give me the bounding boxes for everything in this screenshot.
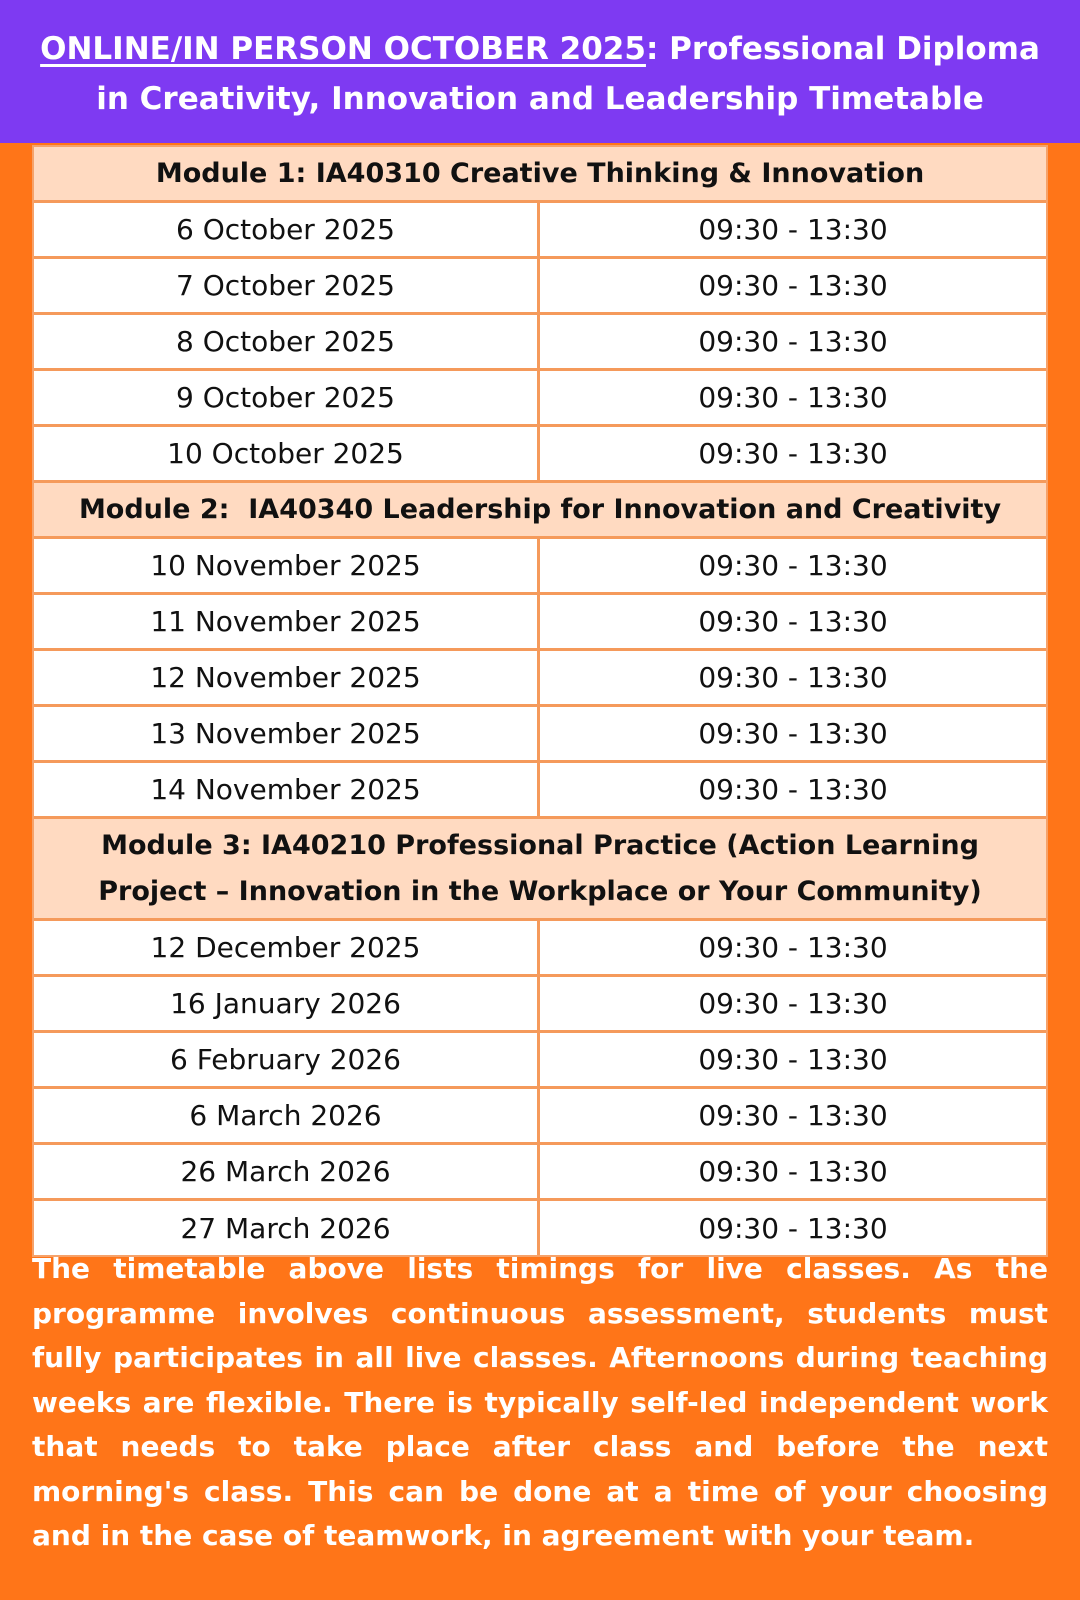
session-time: 09:30 - 13:30 — [698, 325, 888, 358]
module-2-title: Module 2: IA40340 Leadership for Innovation and Creativity — [78, 494, 1002, 525]
module-1-header — [34, 147, 1046, 203]
session-time: 09:30 - 13:30 — [698, 931, 888, 964]
table-row — [34, 203, 1046, 259]
session-time: 09:30 - 13:30 — [698, 773, 888, 806]
session-time: 09:30 - 13:30 — [698, 381, 888, 414]
session-time: 09:30 - 13:30 — [698, 661, 888, 694]
table-row — [34, 921, 1046, 977]
session-date: 13 November 2025 — [34, 707, 540, 760]
table-row — [34, 315, 1046, 371]
session-date: 6 October 2025 — [34, 203, 540, 256]
footer-note: The timetable above lists timings for live classes. As the programme involves continuous assessment, students must fully participates in all live classes. Afternoons during teaching weeks are flexible. There is typically self-led independent work that needs to take place after class and before the next morning's class. This can be done at a time of your choosing and in the case of teamwork, in agreement with your team. — [32, 1252, 1048, 1552]
module-3-title-line-2: Project – Innovation in the Workplace or Your Community) — [98, 875, 982, 907]
table-row — [34, 1033, 1046, 1089]
session-date: 10 October 2025 — [34, 427, 540, 480]
session-time: 09:30 - 13:30 — [698, 717, 888, 750]
module-2-header — [34, 483, 1046, 539]
session-time: 09:30 - 13:30 — [698, 987, 888, 1020]
module-1-title: Module 1: IA40310 Creative Thinking & Innovation — [155, 158, 925, 189]
session-date: 8 October 2025 — [34, 315, 540, 368]
session-date: 10 November 2025 — [34, 539, 540, 592]
session-date: 11 November 2025 — [34, 595, 540, 648]
table-row — [34, 977, 1046, 1033]
header-title-rest: : Professional Diploma — [645, 31, 1040, 67]
session-date: 12 December 2025 — [34, 921, 540, 974]
session-date: 7 October 2025 — [34, 259, 540, 312]
table-row — [34, 427, 1046, 483]
table-row — [34, 595, 1046, 651]
session-time: 09:30 - 13:30 — [698, 1211, 888, 1245]
page-header — [0, 0, 1080, 143]
header-title-line-2: in Creativity, Innovation and Leadership Timetable — [96, 81, 984, 117]
session-date: 27 March 2026 — [34, 1201, 540, 1255]
module-3-title-line-1: Module 3: IA40210 Professional Practice (Action Learning — [101, 829, 979, 861]
session-time: 09:30 - 13:30 — [698, 549, 888, 582]
session-date: 6 February 2026 — [34, 1033, 540, 1086]
table-row — [34, 1145, 1046, 1201]
module-3-header — [34, 819, 1046, 921]
session-date: 14 November 2025 — [34, 763, 540, 816]
session-time: 09:30 - 13:30 — [698, 1099, 888, 1132]
session-time: 09:30 - 13:30 — [698, 437, 888, 470]
table-row — [34, 707, 1046, 763]
header-title-underlined: ONLINE/IN PERSON OCTOBER 2025 — [40, 31, 646, 67]
session-date: 16 January 2026 — [34, 977, 540, 1030]
session-date: 6 March 2026 — [34, 1089, 540, 1142]
table-row — [34, 259, 1046, 315]
table-row — [34, 539, 1046, 595]
session-time: 09:30 - 13:30 — [698, 1043, 888, 1076]
session-date: 26 March 2026 — [34, 1145, 540, 1198]
session-time: 09:30 - 13:30 — [698, 213, 888, 246]
session-date: 12 November 2025 — [34, 651, 540, 704]
session-time: 09:30 - 13:30 — [698, 269, 888, 302]
session-time: 09:30 - 13:30 — [698, 605, 888, 638]
table-row — [34, 763, 1046, 819]
header-title-line-1 — [0, 24, 1080, 74]
session-date: 9 October 2025 — [34, 371, 540, 424]
table-row — [34, 371, 1046, 427]
table-row — [34, 1089, 1046, 1145]
timetable — [32, 145, 1048, 1257]
table-row — [34, 651, 1046, 707]
session-time: 09:30 - 13:30 — [698, 1155, 888, 1188]
